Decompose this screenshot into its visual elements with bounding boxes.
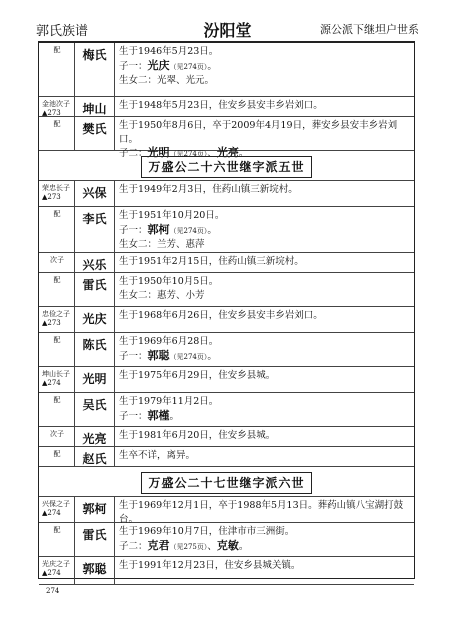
child-name: 克敏 [216, 538, 239, 552]
detail-text: 生于1979年11月2日。 [119, 396, 219, 407]
relation-label: 次子 [50, 256, 64, 264]
relation-label: 配 [53, 46, 61, 54]
relation-cell [39, 557, 75, 584]
page-ref: ▲274 [42, 379, 61, 387]
detail-line [119, 335, 412, 349]
relation-label: 次子 [50, 430, 64, 438]
detail-line [119, 99, 412, 113]
detail-line [119, 59, 412, 75]
person-details [119, 333, 414, 366]
person-details [119, 181, 414, 199]
person-row [39, 307, 414, 333]
page-note: （见274页） [169, 226, 208, 235]
page-note: （见275页） [169, 542, 208, 551]
detail-text: 子一： [119, 224, 148, 236]
relation-cell [39, 523, 75, 556]
page-ref: ▲274 [42, 509, 61, 517]
person-name: 兴保 [75, 181, 115, 206]
relation-label: 配 [53, 276, 61, 284]
relation-label: 光庆之子 [42, 560, 70, 568]
relation-cell [39, 367, 75, 392]
detail-text: 生于1969年6月28日。 [119, 336, 219, 347]
detail-text: 生卒不详，离异。 [119, 450, 196, 461]
relation-label: 金池次子 [42, 100, 70, 108]
person-row [39, 253, 414, 273]
relation-cell [39, 333, 75, 366]
child-name: 光明 [147, 146, 170, 159]
person-name: 光明 [75, 367, 115, 392]
detail-text: 。 [238, 148, 249, 159]
person-details [119, 307, 414, 325]
detail-text: 生于1951年10月20日。 [119, 210, 225, 221]
detail-text: 子一： [119, 410, 148, 422]
person-name: 兴乐 [75, 253, 115, 272]
detail-text: 。 [169, 410, 180, 422]
relation-cell [39, 427, 75, 446]
detail-text: 生于1946年5月23日。 [119, 46, 219, 57]
generation-title: 万盛公二十六世继字派五世 [141, 156, 311, 178]
detail-text: 生于1948年5月23日，住安乡县安丰乡岩刘口。 [119, 100, 323, 111]
detail-text: 生于1981年6月20日，住安乡县城。 [119, 430, 276, 441]
relation-cell [39, 447, 75, 466]
detail-text: 。 [238, 540, 249, 552]
person-name: 赵氏 [75, 447, 115, 466]
person-details [119, 43, 414, 90]
child-name: 克君 [147, 538, 170, 552]
person-row [39, 207, 414, 253]
detail-line [119, 429, 412, 443]
person-row [39, 273, 414, 307]
person-name: 光亮 [75, 427, 115, 446]
detail-text: 。 [207, 60, 217, 72]
detail-line [119, 539, 412, 555]
child-name: 郭聪 [147, 348, 170, 362]
person-details [119, 207, 414, 254]
person-name: 光庆 [75, 307, 115, 332]
relation-label: 配 [53, 396, 61, 404]
person-row [39, 367, 414, 393]
detail-text: 生于1950年8月6日，卒于2009年4月19日，葬安乡县安丰乡岩刘口。 [119, 120, 398, 145]
detail-text: 子二： [119, 540, 148, 552]
person-row [39, 497, 414, 523]
page-number: 274 [46, 587, 60, 595]
detail-text: 生于1969年10月7日，住津市市三洲街。 [119, 526, 295, 537]
detail-text: 。 [207, 224, 217, 236]
child-name: 光庆 [147, 58, 170, 72]
relation-label: 配 [53, 210, 61, 218]
detail-line [119, 409, 412, 424]
detail-text: 生女二：光翠、光元。 [119, 75, 215, 86]
person-details [119, 447, 414, 465]
detail-line [119, 238, 412, 252]
detail-text: 生于1949年2月3日，住药山镇三新垸村。 [119, 184, 298, 195]
detail-line [119, 209, 412, 223]
detail-text: 、 [207, 148, 217, 159]
relation-cell [39, 273, 75, 306]
relation-cell [39, 181, 75, 206]
detail-text: 子一： [119, 60, 148, 72]
person-name: 郭柯 [75, 497, 115, 522]
person-details [119, 367, 414, 385]
person-details [119, 523, 414, 556]
relation-cell [39, 307, 75, 332]
person-name: 雷氏 [75, 273, 115, 306]
person-name: 梅氏 [75, 43, 115, 96]
generation-title: 万盛公二十七世继字派六世 [141, 472, 311, 494]
detail-line [119, 223, 412, 239]
detail-line [119, 449, 412, 463]
person-details [119, 557, 414, 575]
child-name: 光亮 [216, 146, 239, 159]
relation-label: 配 [53, 336, 61, 344]
person-row [39, 523, 414, 557]
person-name: 坤山 [75, 97, 115, 116]
detail-text: 生于1991年12月23日，住安乡县城关镇。 [119, 560, 301, 571]
detail-text: 生于1969年12月1日，卒于1988年5月13日。葬药山镇八宝湖打鼓台。 [119, 500, 404, 525]
relation-cell [39, 97, 75, 116]
page-ref: ▲273 [42, 319, 61, 327]
person-row [39, 447, 414, 467]
person-row [39, 393, 414, 427]
relation-cell [39, 117, 75, 150]
detail-line [119, 119, 412, 146]
generation-heading [39, 151, 414, 181]
detail-line [119, 395, 412, 409]
relation-label: 配 [53, 450, 61, 458]
page-note: （见274页） [169, 150, 208, 158]
person-row [39, 43, 414, 97]
detail-line [119, 275, 412, 289]
person-details [119, 97, 414, 115]
relation-label: 荣忠长子 [42, 184, 70, 192]
person-details [119, 393, 414, 425]
page-note: （见274页） [169, 62, 208, 71]
page-ref: ▲274 [42, 569, 61, 577]
detail-text: 生于1975年6月29日，住安乡县城。 [119, 370, 276, 381]
detail-text: 生女二：兰芳、惠萍 [119, 239, 205, 250]
detail-text: 子二： [119, 148, 148, 159]
detail-line [119, 499, 412, 526]
person-name: 郭聪 [75, 557, 115, 584]
detail-line [119, 183, 412, 197]
lineage-title: 源公派下继坦户世系 [320, 23, 419, 36]
relation-label: 配 [53, 120, 61, 128]
detail-line [119, 349, 412, 365]
detail-line [119, 525, 412, 539]
person-row [39, 181, 414, 207]
detail-text: 生女二：惠芳、小芳 [119, 289, 205, 301]
generation-heading [39, 467, 414, 497]
relation-label: 兴保之子 [42, 500, 70, 508]
person-details [119, 253, 414, 271]
detail-line [119, 289, 412, 303]
person-row [39, 97, 414, 117]
detail-text: 生于1968年6月26日，住安乡县安丰乡岩刘口。 [119, 310, 323, 321]
detail-line [119, 309, 412, 323]
page-ref: ▲273 [42, 109, 61, 117]
detail-text: 子一： [119, 350, 148, 362]
detail-line [119, 369, 412, 383]
detail-text: 。 [207, 350, 217, 362]
person-row [39, 333, 414, 367]
detail-text: 、 [207, 540, 217, 552]
relation-cell [39, 497, 75, 522]
genealogy-table [38, 41, 415, 579]
hall-name: 汾阳堂 [203, 21, 252, 40]
relation-label: 配 [53, 526, 61, 534]
book-title: 郭氏族谱 [36, 24, 89, 39]
detail-text: 生于1951年2月15日，住药山镇三新垸村。 [119, 256, 304, 267]
detail-line [119, 74, 412, 88]
detail-line [119, 45, 412, 59]
relation-cell [39, 43, 75, 96]
person-name: 陈氏 [75, 333, 115, 366]
detail-text: 生于1950年10月5日。 [119, 276, 219, 287]
relation-label: 忠俭之子 [42, 310, 70, 318]
relation-cell [39, 253, 75, 272]
person-name: 樊氏 [75, 117, 115, 150]
person-details [119, 273, 414, 304]
genealogy-rows [39, 43, 414, 585]
page-ref: ▲273 [42, 193, 61, 201]
detail-line [119, 255, 412, 269]
child-name: 郭槿 [147, 408, 170, 422]
detail-line [119, 559, 412, 573]
person-name: 吴氏 [75, 393, 115, 426]
person-details [119, 427, 414, 445]
person-row [39, 427, 414, 447]
relation-cell [39, 207, 75, 252]
relation-label: 坤山长子 [42, 370, 70, 378]
person-row [39, 117, 414, 159]
relation-cell [39, 393, 75, 426]
person-name: 雷氏 [75, 523, 115, 556]
child-name: 郭柯 [147, 222, 170, 236]
person-row [39, 557, 414, 585]
person-name: 李氏 [75, 207, 115, 252]
page-note: （见274页） [169, 352, 208, 361]
